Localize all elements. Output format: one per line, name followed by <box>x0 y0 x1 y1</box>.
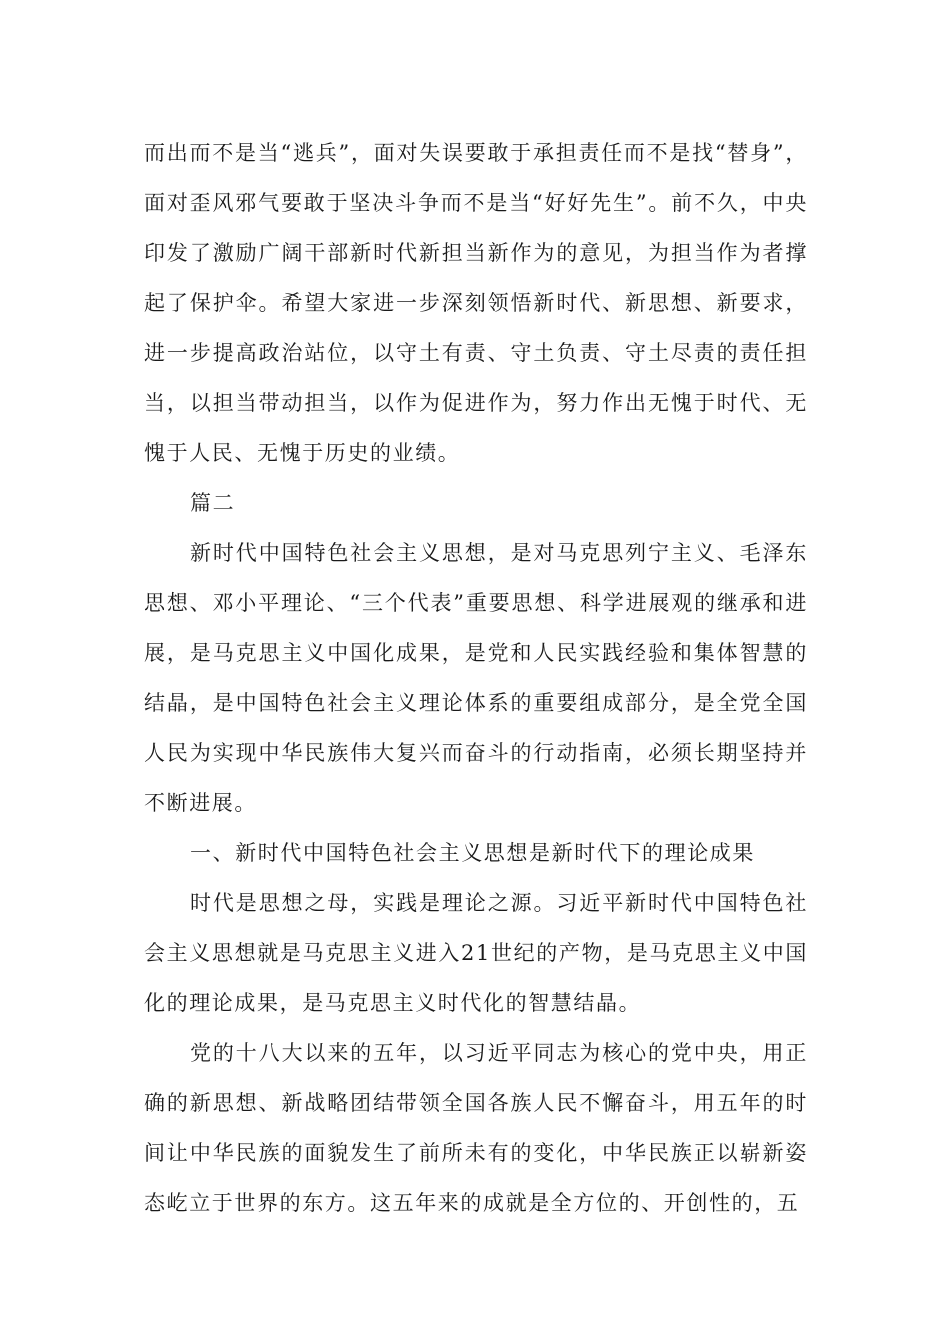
subsection-heading-one: 一、新时代中国特色社会主义思想是新时代下的理论成果 <box>190 841 755 865</box>
paragraph-five-years: 党的十八大以来的五年，以习近平同志为核心的党中央，用正确的新思想、新战略团结带领全国各族人民不懈奋斗，用五年的时间让中华民族的面貌发生了前所未有的变化，中华民族正以崭新姿态屹立于世界的东方。这五年来的成就是全方位的、开创性的，五 <box>144 1041 808 1215</box>
section-heading-part-two: 篇二 <box>190 491 236 515</box>
paragraph-intro: 新时代中国特色社会主义思想，是对马克思列宁主义、毛泽东思想、邓小平理论、“三个代表”重要思想、科学进展观的继承和进展，是马克思主义中国化成果，是党和人民实践经验和集体智慧的结晶，是中国特色社会主义理论体系的重要组成部分，是全党全国人民为实现中华民族伟大复兴而奋斗的行动指南，必须长期坚持并不断进展。 <box>144 541 808 815</box>
paragraph-continuation: 而出而不是当“逃兵”，面对失误要敢于承担责任而不是找“替身”，面对歪风邪气要敢于坚决斗争而不是当“好好先生”。前不久，中央印发了激励广阔干部新时代新担当新作为的意见，为担当作为者撑起了保护伞。希望大家进一步深刻领悟新时代、新思想、新要求，进一步提高政治站位，以守土有责、守土负责、守土尽责的责任担当，以担当带动担当，以作为促进作为，努力作出无愧于时代、无愧于人民、无愧于历史的业绩。 <box>144 141 808 465</box>
document-body <box>144 128 808 1228</box>
paragraph-era-thought: 时代是思想之母，实践是理论之源。习近平新时代中国特色社会主义思想就是马克思主义进入21世纪的产物，是马克思主义中国化的理论成果，是马克思主义时代化的智慧结晶。 <box>144 891 808 1015</box>
